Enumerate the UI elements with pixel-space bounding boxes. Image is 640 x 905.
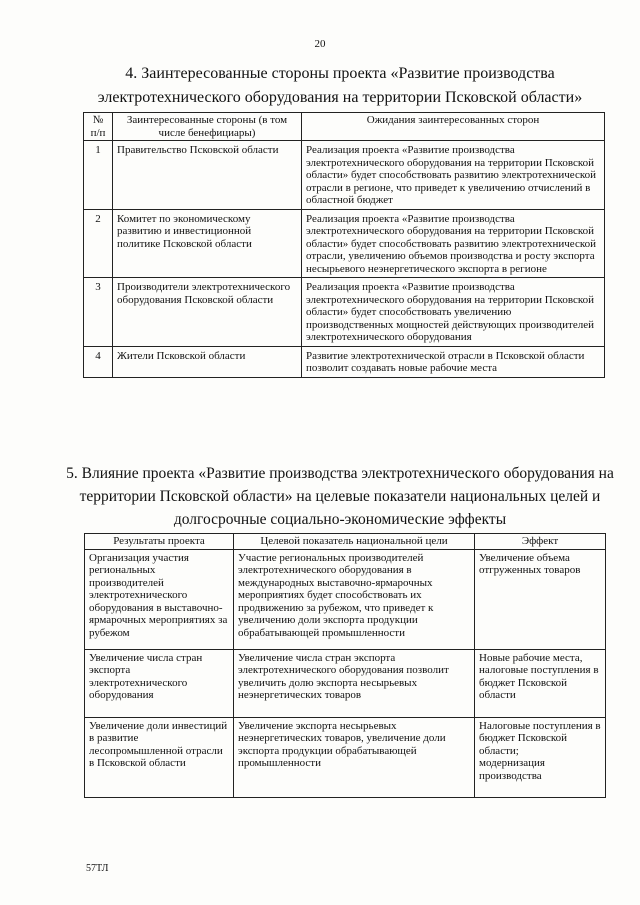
target-indicator: Участие региональных производителей электротехнического оборудования в международных выставочно-ярмарочных мероприятиях будет способствовать их продвижению за рубежом, что приведет к увеличению доли экспорта продукции обрабатывающей промышленности [234, 549, 475, 649]
table-row [85, 649, 606, 717]
table-header-row [85, 534, 606, 550]
section-4-title: 4. Заинтересованные стороны проекта «Развитие производства электротехнического оборудования на территории Псковской области» [97, 65, 583, 106]
table-row [84, 346, 605, 377]
page-number: 20 [314, 38, 326, 50]
effect-text: Налоговые поступления в бюджет Псковской области; [479, 719, 601, 757]
effect [475, 649, 606, 717]
table-row [85, 717, 606, 797]
table-row [85, 549, 606, 649]
project-result: Организация участия региональных производителей электротехнического оборудования в выставочно-ярмарочных мероприятиях за рубежом [85, 549, 234, 649]
target-indicator: Увеличение экспорта несырьевых неэнергетических товаров, увеличение доли экспорта продукции обрабатывающей промышленности [234, 717, 475, 797]
column-header-effect: Эффект [475, 534, 606, 550]
column-header-number: № п/п [84, 113, 113, 141]
column-header-indicator: Целевой показатель национальной цели [234, 534, 475, 550]
table-row [84, 141, 605, 210]
stakeholder-name: Производители электротехнического оборудования Псковской области [113, 278, 302, 347]
project-result: Увеличение числа стран экспорта электротехнического оборудования [85, 649, 234, 717]
row-number: 1 [84, 141, 113, 210]
table-row [84, 209, 605, 278]
effect [475, 717, 606, 797]
footer-document-code: 57ТЛ [86, 863, 109, 874]
section-5-title: 5. Влияние проекта «Развитие производства электротехнического оборудования на территории Псковской области» на целевые показатели национальных целей и долгосрочные социально-экономические эффекты [66, 465, 614, 528]
effect-text: Новые рабочие места, налоговые поступления в бюджет Псковской области [479, 651, 599, 701]
stakeholder-expectation: Реализация проекта «Развитие производства электротехнического оборудования на территории Псковской области» будет способствовать увеличению производственных мощностей действующих производителей электротехнического оборудования [302, 278, 605, 347]
stakeholder-expectation: Развитие электротехнической отрасли в Псковской области позволит создавать новые рабочие места [302, 346, 605, 377]
stakeholder-name: Правительство Псковской области [113, 141, 302, 210]
stakeholder-name: Жители Псковской области [113, 346, 302, 377]
table-row [84, 278, 605, 347]
table-header-row [84, 113, 605, 141]
column-header-result: Результаты проекта [85, 534, 234, 550]
effect [475, 549, 606, 649]
row-number: 3 [84, 278, 113, 347]
stakeholder-name: Комитет по экономическому развитию и инвестиционной политике Псковской области [113, 209, 302, 278]
column-header-party: Заинтересованные стороны (в том числе бенефициары) [113, 113, 302, 141]
effect-text: модернизация производства [479, 757, 545, 782]
column-header-expectation: Ожидания заинтересованных сторон [302, 113, 605, 141]
stakeholders-table [83, 112, 605, 378]
stakeholder-expectation: Реализация проекта «Развитие производства электротехнического оборудования на территории Псковской области» будет способствовать развитию электротехнической отрасли в регионе, что приведет к увеличению отчислений в областной бюджет [302, 141, 605, 210]
effect-text: Увеличение объема отгруженных товаров [479, 551, 581, 576]
row-number: 4 [84, 346, 113, 377]
stakeholder-expectation: Реализация проекта «Развитие производства электротехнического оборудования на территории Псковской области» будет способствовать развитию электротехнической отрасли, увеличению объемов производства и росту экспорта несырьевого неэнергетического экспорта в регионе [302, 209, 605, 278]
project-result: Увеличение доли инвестиций в развитие лесопромышленной отрасли в Псковской области [85, 717, 234, 797]
target-indicator: Увеличение числа стран экспорта электротехнического оборудования позволит увеличить долю экспорта несырьевых неэнергетических товаров [234, 649, 475, 717]
impact-table [84, 533, 606, 798]
row-number: 2 [84, 209, 113, 278]
